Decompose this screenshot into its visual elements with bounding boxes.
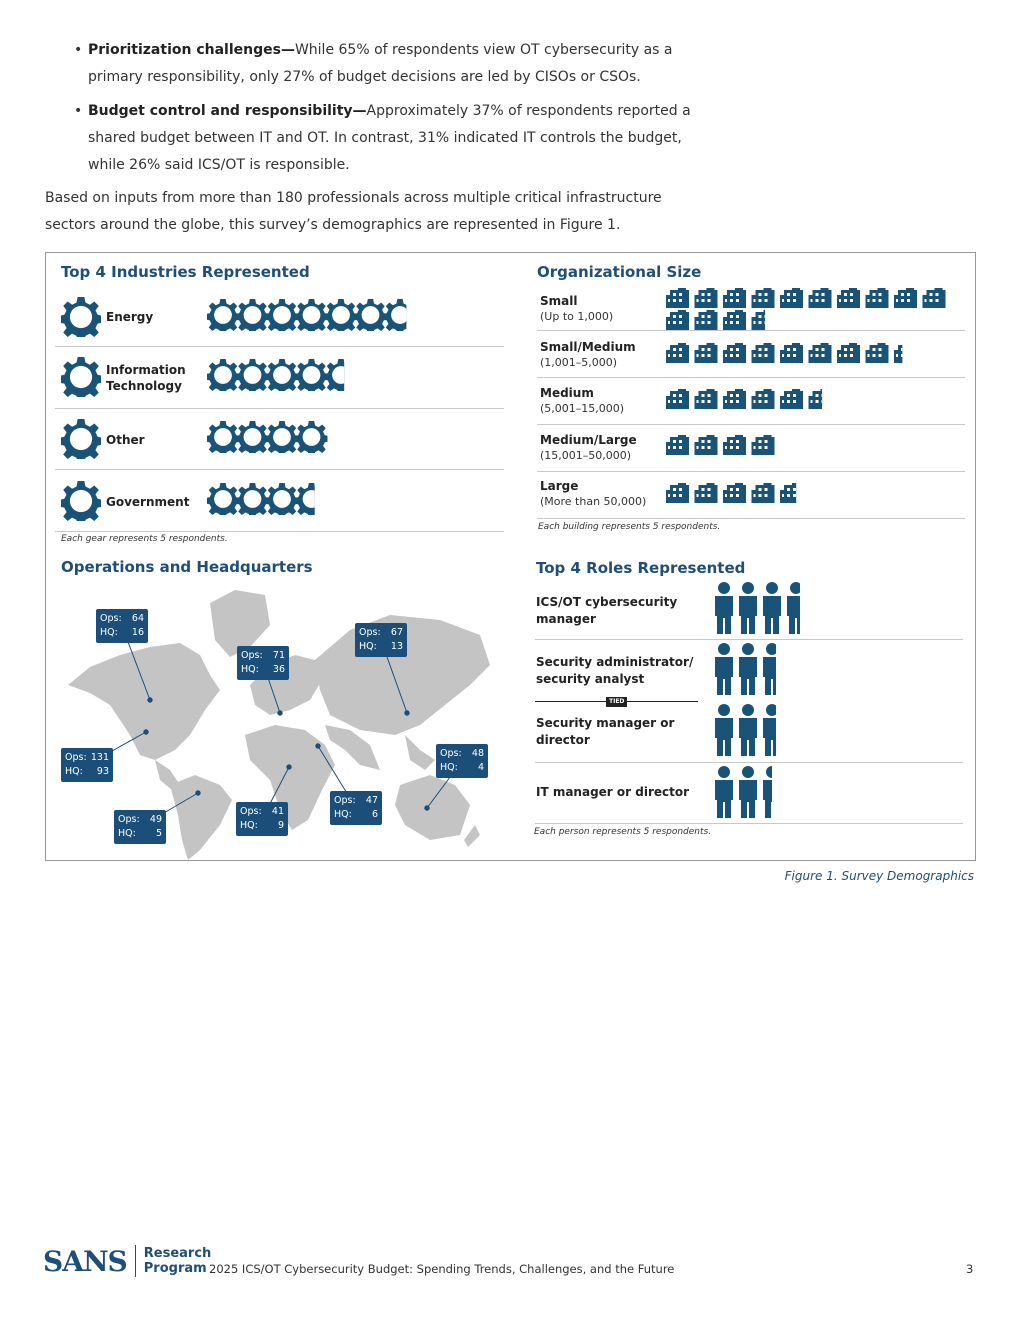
hq-label: HQ: — [241, 664, 259, 675]
building-icon — [723, 483, 746, 503]
bullet-text: Approximately 37% of respondents reported a shared budget between IT and OT. In contrast, 31% indicated IT controls the budget, while 26% said ICS/OT is responsible. — [88, 103, 691, 173]
person-icon — [715, 582, 733, 634]
building-icon — [752, 288, 775, 308]
logo-divider — [135, 1245, 136, 1277]
callout-africa — [236, 802, 288, 836]
industry-label-it: Information Technology — [106, 363, 186, 393]
gear-icon — [294, 421, 330, 457]
hq-label: HQ: — [100, 627, 118, 638]
ops-row — [440, 747, 484, 761]
person-icon — [763, 704, 781, 756]
building-icon — [695, 310, 718, 330]
callout-middle-east — [330, 791, 382, 825]
ops-row — [65, 751, 109, 765]
ops-label: Ops: — [240, 806, 262, 817]
ops-label: Ops: — [65, 752, 87, 763]
gear-icon — [235, 359, 271, 395]
bullet-lead: Budget control and responsibility— — [88, 103, 367, 119]
figure-caption: Figure 1. Survey Demographics — [784, 869, 974, 883]
building-icon — [695, 435, 718, 455]
building-icon — [809, 343, 832, 363]
ops-row — [118, 813, 162, 827]
building-icon — [666, 310, 689, 330]
location-dot — [196, 791, 200, 795]
ops-row — [334, 794, 378, 808]
bullet-body — [88, 37, 708, 91]
person-icon — [763, 582, 781, 634]
hq-value: 9 — [277, 820, 284, 831]
size-range: (Up to 1,000) — [540, 310, 614, 323]
building-icon — [695, 389, 718, 409]
footer-doc-title: 2025 ICS/OT Cybersecurity Budget: Spending Trends, Challenges, and the Future — [209, 1262, 675, 1276]
industries-note: Each gear represents 5 respondents. — [61, 534, 228, 544]
hq-row — [240, 819, 284, 833]
government-gear-icon — [59, 481, 103, 525]
location-dot — [278, 711, 282, 715]
ops-label: Ops: — [440, 748, 462, 759]
ops-label: Ops: — [118, 814, 140, 825]
size-label-medium-large — [540, 433, 637, 463]
callout-latin-america — [114, 810, 166, 844]
hq-row — [241, 663, 285, 677]
size-range: (5,001–15,000) — [540, 402, 625, 415]
bullet-lead: Prioritization challenges— — [88, 42, 295, 58]
person-icon — [715, 643, 733, 695]
hq-label: HQ: — [359, 641, 377, 652]
org-size-note: Each building represents 5 respondents. — [538, 522, 721, 532]
industry-label-other: Other — [106, 433, 145, 447]
tied-badge: TIED — [606, 697, 627, 707]
gear-icon — [235, 421, 271, 457]
building-icon — [695, 343, 718, 363]
size-name: Small — [540, 294, 578, 308]
building-icon — [837, 288, 860, 308]
org-size-icons — [660, 285, 960, 510]
size-label-small-medium — [540, 340, 636, 370]
callout-asia — [355, 623, 407, 657]
person-icon — [715, 704, 733, 756]
size-name: Medium — [540, 386, 594, 400]
sans-logo — [43, 1243, 211, 1279]
gear-icon — [205, 359, 241, 395]
size-label-medium — [540, 386, 624, 416]
hq-value: 93 — [96, 766, 109, 777]
hq-row — [440, 761, 484, 775]
gear-icon — [264, 483, 300, 519]
divider — [55, 469, 504, 470]
building-icon — [866, 343, 889, 363]
role-label-ics-ot-manager: ICS/OT cybersecurity manager — [536, 595, 678, 626]
hq-row — [359, 640, 403, 654]
ops-value: 49 — [149, 814, 162, 825]
location-dot — [405, 711, 409, 715]
divider — [55, 531, 504, 532]
role-label-security-manager: Security manager or director — [536, 716, 675, 747]
ops-row — [240, 805, 284, 819]
building-icon — [695, 483, 718, 503]
ops-value: 71 — [272, 650, 285, 661]
size-label-large — [540, 479, 646, 509]
hq-value: 5 — [155, 828, 162, 839]
ops-value: 47 — [365, 795, 378, 806]
building-icon — [780, 288, 803, 308]
callout-europe — [237, 646, 289, 680]
divider — [55, 346, 504, 347]
building-icon — [666, 483, 689, 503]
gear-icon — [294, 483, 330, 519]
ops-value: 64 — [131, 613, 144, 624]
size-range: (1,001–5,000) — [540, 356, 618, 369]
gear-icon — [205, 483, 241, 519]
gear-icon — [264, 299, 300, 335]
ops-label: Ops: — [100, 613, 122, 624]
roles-note: Each person represents 5 respondents. — [534, 827, 712, 837]
person-icon — [739, 704, 757, 756]
person-icon — [739, 643, 757, 695]
gear-icon — [264, 359, 300, 395]
location-dot — [287, 765, 291, 769]
gear-icon — [294, 359, 330, 395]
building-icon — [752, 310, 775, 330]
role-label-it-manager: IT manager or director — [536, 785, 690, 799]
industries-title: Top 4 Industries Represented — [61, 263, 310, 281]
person-icon — [715, 766, 733, 818]
sans-wordmark: SANS — [43, 1244, 127, 1278]
ops-value: 41 — [271, 806, 284, 817]
gear-icon — [353, 299, 389, 335]
size-name: Large — [540, 479, 579, 493]
hq-label: HQ: — [65, 766, 83, 777]
building-icon — [666, 288, 689, 308]
building-icon — [723, 310, 746, 330]
building-icon — [780, 483, 803, 503]
bullet-text: While 65% of respondents view OT cybersecurity as a primary responsibility, only 27% of budget decisions are led by CISOs or CSOs. — [88, 42, 673, 85]
ops-value: 48 — [471, 748, 484, 759]
person-icon — [763, 643, 781, 695]
building-icon — [809, 288, 832, 308]
bullet-body — [88, 98, 708, 179]
building-icon — [894, 288, 917, 308]
roles-title: Top 4 Roles Represented — [536, 559, 746, 577]
gear-icon — [59, 419, 103, 463]
page-number: 3 — [966, 1262, 974, 1276]
building-icon — [666, 343, 689, 363]
gear-icon — [382, 299, 418, 335]
gear-icon — [323, 299, 359, 335]
ops-value: 67 — [390, 627, 403, 638]
size-range: (More than 50,000) — [540, 495, 647, 508]
ops-label: Ops: — [241, 650, 263, 661]
gear-icon — [235, 299, 271, 335]
building-icon — [894, 343, 917, 363]
ops-row — [100, 612, 144, 626]
building-icon — [723, 288, 746, 308]
person-icon — [739, 582, 757, 634]
building-icon — [752, 435, 775, 455]
building-icon — [752, 343, 775, 363]
person-icon — [739, 766, 757, 818]
ops-row — [241, 649, 285, 663]
hq-label: HQ: — [440, 762, 458, 773]
org-size-title: Organizational Size — [537, 263, 702, 281]
divider — [537, 518, 965, 519]
role-label-security-admin: Security administrator/ security analyst — [536, 655, 694, 686]
size-name: Small/Medium — [540, 340, 636, 354]
ops-label: Ops: — [334, 795, 356, 806]
energy-gear-icon — [59, 297, 103, 341]
hq-value: 4 — [477, 762, 484, 773]
building-icon — [837, 343, 860, 363]
hq-row — [118, 827, 162, 841]
person-icon — [763, 766, 781, 818]
location-dot — [148, 698, 152, 702]
building-icon — [695, 288, 718, 308]
ops-value: 131 — [90, 752, 109, 763]
hq-label: HQ: — [118, 828, 136, 839]
ops-label: Ops: — [359, 627, 381, 638]
gear-icon — [294, 299, 330, 335]
location-dot — [425, 806, 429, 810]
person-icon — [787, 582, 805, 634]
program-line2: Program — [143, 1261, 207, 1276]
gear-icon — [264, 421, 300, 457]
ops-row — [359, 626, 403, 640]
gear-icon — [205, 299, 241, 335]
hq-value: 16 — [131, 627, 144, 638]
hq-value: 36 — [272, 664, 285, 675]
building-icon — [780, 389, 803, 409]
gear-icon — [205, 421, 241, 457]
building-icon — [780, 343, 803, 363]
building-icon — [723, 435, 746, 455]
size-name: Medium/Large — [540, 433, 637, 447]
computer-gear-icon — [59, 357, 103, 401]
divider — [55, 408, 504, 409]
hq-value: 13 — [390, 641, 403, 652]
building-icon — [752, 389, 775, 409]
program-line1: Research — [143, 1246, 212, 1261]
building-icon — [723, 389, 746, 409]
hq-label: HQ: — [334, 809, 352, 820]
callout-usa — [61, 748, 113, 782]
callout-canada — [96, 609, 148, 643]
intro-paragraph: Based on inputs from more than 180 professionals across multiple critical infrastructure sectors around the globe, this survey’s demographics are represented in Figure 1. — [45, 190, 662, 233]
building-icon — [666, 435, 689, 455]
size-label-small — [540, 294, 613, 324]
location-dot — [316, 744, 320, 748]
roles-icons — [710, 580, 960, 825]
program-name — [144, 1246, 212, 1276]
building-icon — [866, 288, 889, 308]
bullet-dot: • — [74, 42, 83, 58]
gear-icon — [235, 483, 271, 519]
building-icon — [809, 389, 832, 409]
location-dot — [144, 730, 148, 734]
building-icon — [923, 288, 946, 308]
building-icon — [666, 389, 689, 409]
size-range: (15,001–50,000) — [540, 449, 632, 462]
building-icon — [723, 343, 746, 363]
industry-label-energy: Energy — [106, 310, 154, 324]
industry-label-government: Government — [106, 495, 190, 509]
bullet-dot: • — [74, 103, 83, 119]
hq-row — [334, 808, 378, 822]
building-icon — [752, 483, 775, 503]
gear-icon — [323, 359, 359, 395]
hq-label: HQ: — [240, 820, 258, 831]
hq-value: 6 — [371, 809, 378, 820]
callout-oceania — [436, 744, 488, 778]
hq-row — [65, 765, 109, 779]
hq-row — [100, 626, 144, 640]
operations-title: Operations and Headquarters — [61, 558, 313, 576]
